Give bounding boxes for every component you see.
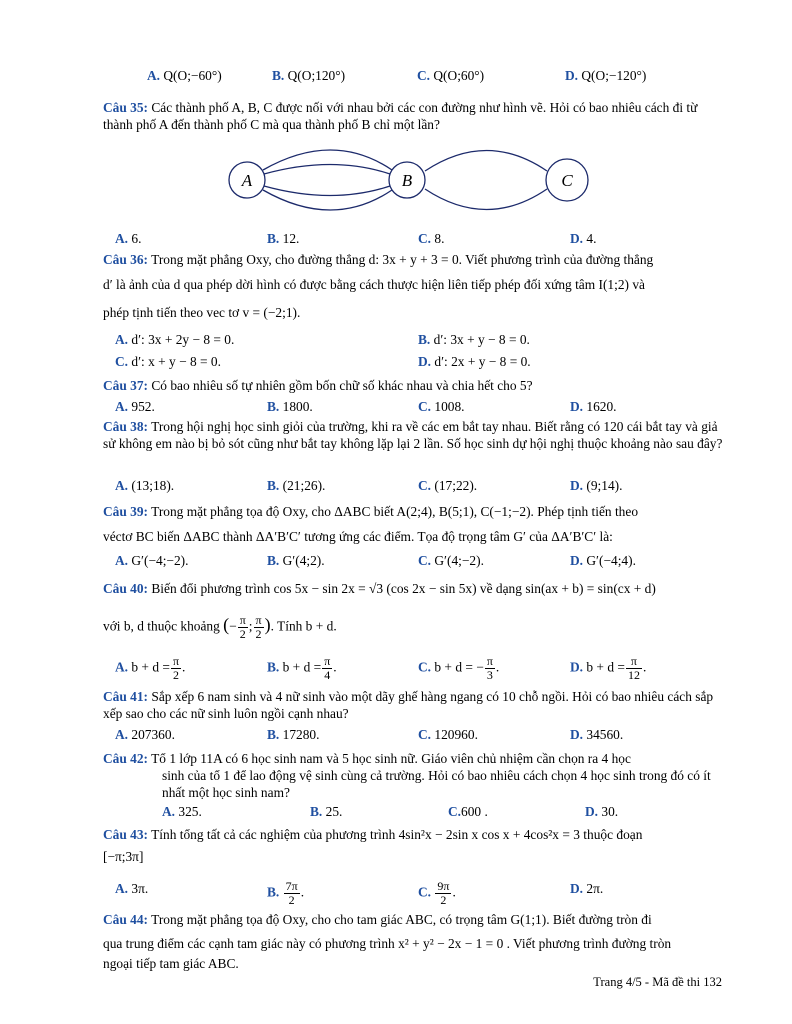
q40-option-a: A. b + d = $\frac{\pi}{2}$ .	[115, 654, 186, 682]
road-ab-2	[264, 165, 390, 175]
q35-option-b: B. 12.	[267, 231, 300, 246]
q39-option-c: C. G′(4;−2).	[418, 553, 484, 568]
q39-option-a: A. G′(−4;−2).	[115, 553, 189, 568]
q37-option-d: D. 1620.	[570, 399, 617, 414]
q36-option-d: D. d′: 2x + y − 8 = 0.	[418, 354, 531, 369]
q38-option-c: C. (17;22).	[418, 478, 478, 493]
q41-stem: Câu 41: Sắp xếp 6 nam sinh và 4 nữ sinh vào một dãy ghế hàng ngang có 10 chỗ ngồi. Hỏi có bao nhiêu cách sắp xếp sao cho các nữ sinh luôn ngồi cạnh nhau?	[103, 689, 714, 721]
q38-stem: Câu 38: Trong hội nghị học sinh giỏi của trường, khi ra về các em bắt tay nhau. Biết rằng có 120 cái bắt tay và giả sử không em nào bị bỏ sót cũng như bắt tay không lặp lại 2 lần. Số học sinh dự hội nghị thuộc khoảng nào sau đây?	[103, 419, 723, 451]
q44-stem-line1: Câu 44: Trong mặt phẳng tọa độ Oxy, cho cho tam giác ABC, có trọng tâm G(1;1). Biết đường tròn đi	[103, 912, 652, 927]
q39-stem-line2: véctơ BC biến ΔABC thành ΔA′B′C′ tương ứng các điểm. Tọa độ trọng tâm G′ của ΔA′B′C′ là:	[103, 529, 613, 544]
q40-stem-line1: Câu 40: Biến đổi phương trình cos 5x − sin 2x = √3 (cos 2x − sin 5x) về dạng sin(ax + b) = sin(cx + d)	[103, 581, 656, 596]
q36-stem-line1: Câu 36: Trong mặt phẳng Oxy, cho đường thẳng d: 3x + y + 3 = 0. Viết phương trình của đường thẳng	[103, 252, 654, 267]
q34-option-b: B. Q(O;120°)	[272, 68, 346, 83]
q36-stem-line3: phép tịnh tiến theo vec tơ v = (−2;1).	[103, 305, 301, 320]
road-ab-3	[264, 186, 390, 196]
q43-option-a: A. 3π.	[115, 881, 149, 896]
road-bc-1	[425, 151, 547, 172]
q40-option-c: C. b + d = − $\frac{\pi}{3}$ .	[418, 654, 500, 682]
q35-option-a: A. 6.	[115, 231, 142, 246]
q42-option-d: D. 30.	[585, 804, 619, 819]
q39-option-d: D. G′(−4;4).	[570, 553, 636, 568]
q39-option-b: B. G′(4;2).	[267, 553, 325, 568]
road-bc-2	[425, 189, 547, 210]
q40-option-b: B. b + d = $\frac{\pi}{4}$ .	[267, 654, 337, 682]
q40-option-d: D. b + d = $\frac{\pi}{12}$ .	[570, 654, 647, 682]
q37-option-a: A. 952.	[115, 399, 155, 414]
q38-option-a: A. (13;18).	[115, 478, 175, 493]
q44-stem-line2: qua trung điểm các cạnh tam giác này có phương trình x² + y² − 2x − 1 = 0 . Viết phương trình đường tròn	[103, 936, 672, 951]
road-ab-1	[263, 150, 392, 170]
q43-stem-line2: [−π;3π]	[103, 849, 144, 864]
q43-stem-line1: Câu 43: Tính tổng tất cả các nghiệm của phương trình 4sin²x − 2sin x cos x + 4cos²x = 3 thuộc đoạn	[103, 827, 643, 842]
q37-option-b: B. 1800.	[267, 399, 313, 414]
q43-option-d: D. 2π.	[570, 881, 604, 896]
q34-option-c: C. Q(O;60°)	[417, 68, 485, 83]
q36-option-b: B. d′: 3x + y − 8 = 0.	[418, 332, 530, 347]
q34-option-d: D. Q(O;−120°)	[565, 68, 647, 83]
q42-stem-line1: Câu 42: Tổ 1 lớp 11A có 6 học sinh nam và 5 học sinh nữ. Giáo viên chủ nhiệm cần chọn ra 4 học	[103, 751, 631, 766]
q41-option-b: B. 17280.	[267, 727, 320, 742]
q42-option-c: C.600 .	[448, 804, 488, 819]
q41-option-d: D. 34560.	[570, 727, 624, 742]
q37-option-c: C. 1008.	[418, 399, 465, 414]
q40-stem-line2: với b, d thuộc khoảng (− $\frac{\pi}{2}$ ; $\frac{\pi}{2}$ ). Tính b + d.	[103, 613, 337, 641]
q35-stem: Câu 35: Các thành phố A, B, C được nối với nhau bởi các con đường như hình vẽ. Hỏi có bao nhiêu cách đi từ thành phố A đến thành phố C mà qua thành phố B chỉ một lần?	[103, 100, 698, 132]
q35-option-d: D. 4.	[570, 231, 597, 246]
q36-stem-line2: d′ là ảnh của d qua phép dời hình có được bằng cách thược hiện liên tiếp phép đối xứng tâm I(1;2) và	[103, 277, 645, 292]
q34-option-a: A. Q(O;−60°)	[147, 68, 222, 83]
road-ab-4	[263, 190, 392, 210]
city-c-label: C	[561, 171, 573, 190]
page-footer: Trang 4/5 - Mã đề thi 132	[593, 975, 722, 989]
q41-option-c: C. 120960.	[418, 727, 478, 742]
q35-option-c: C. 8.	[418, 231, 445, 246]
q42-option-b: B. 25.	[310, 804, 343, 819]
q42-stem-rest: sinh của tổ 1 để lao động vệ sinh cùng cả trường. Hỏi có bao nhiêu cách chọn 4 học sinh trong đó có ít nhất một học sinh nam?	[162, 768, 711, 800]
q38-option-d: D. (9;14).	[570, 478, 623, 493]
q36-option-a: A. d′: 3x + 2y − 8 = 0.	[115, 332, 235, 347]
q38-option-b: B. (21;26).	[267, 478, 326, 493]
q37-stem: Câu 37: Có bao nhiêu số tự nhiên gồm bốn chữ số khác nhau và chia hết cho 5?	[103, 378, 533, 393]
q42-option-a: A. 325.	[162, 804, 202, 819]
city-b-label: B	[401, 171, 413, 190]
q44-stem-line3: ngoại tiếp tam giác ABC.	[103, 956, 239, 971]
q43-option-b: B. $\frac{7\pi}{2}$ .	[267, 879, 305, 907]
q36-option-c: C. d′: x + y − 8 = 0.	[115, 354, 221, 369]
q41-option-a: A. 207360.	[115, 727, 175, 742]
q39-stem-line1: Câu 39: Trong mặt phẳng tọa độ Oxy, cho ΔABC biết A(2;4), B(5;1), C(−1;−2). Phép tịnh tiến theo	[103, 504, 639, 519]
city-a-label: A	[241, 171, 253, 190]
q43-option-c: C. $\frac{9\pi}{2}$ .	[418, 879, 456, 907]
